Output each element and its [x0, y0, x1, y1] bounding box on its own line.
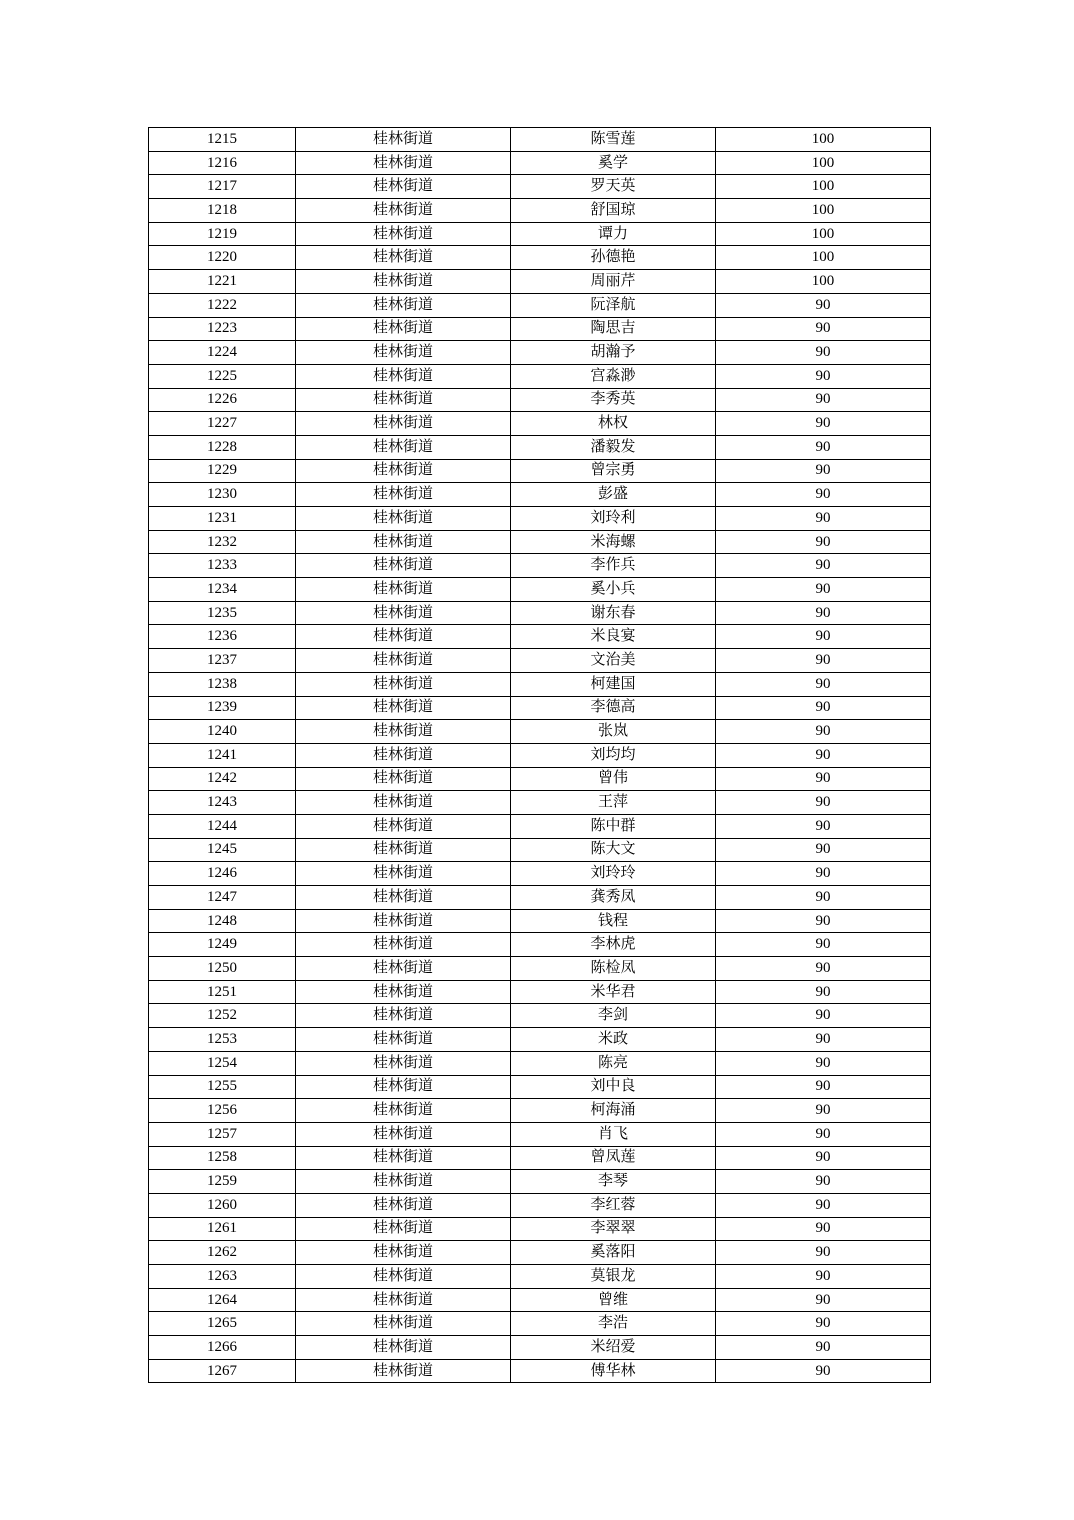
cell-id: 1249	[149, 933, 296, 957]
cell-score: 90	[716, 601, 931, 625]
cell-score: 90	[716, 980, 931, 1004]
cell-name: 傅华林	[511, 1359, 716, 1383]
cell-score: 100	[716, 128, 931, 152]
cell-score: 100	[716, 175, 931, 199]
cell-name: 米海螺	[511, 530, 716, 554]
cell-score: 90	[716, 1004, 931, 1028]
cell-district: 桂林街道	[296, 791, 511, 815]
cell-district: 桂林街道	[296, 625, 511, 649]
cell-name: 李红蓉	[511, 1193, 716, 1217]
table-row	[149, 459, 931, 483]
cell-id: 1220	[149, 246, 296, 270]
table-row	[149, 957, 931, 981]
cell-name: 柯建国	[511, 672, 716, 696]
cell-id: 1225	[149, 364, 296, 388]
cell-score: 90	[716, 341, 931, 365]
cell-score: 90	[716, 1099, 931, 1123]
cell-district: 桂林街道	[296, 270, 511, 294]
cell-district: 桂林街道	[296, 1336, 511, 1360]
cell-id: 1221	[149, 270, 296, 294]
cell-id: 1233	[149, 554, 296, 578]
table-row	[149, 1122, 931, 1146]
cell-score: 90	[716, 1146, 931, 1170]
cell-name: 奚小兵	[511, 578, 716, 602]
cell-name: 李琴	[511, 1170, 716, 1194]
cell-district: 桂林街道	[296, 483, 511, 507]
cell-id: 1239	[149, 696, 296, 720]
cell-name: 米政	[511, 1028, 716, 1052]
cell-name: 李德高	[511, 696, 716, 720]
cell-id: 1238	[149, 672, 296, 696]
cell-score: 90	[716, 838, 931, 862]
cell-id: 1248	[149, 909, 296, 933]
cell-id: 1219	[149, 222, 296, 246]
cell-id: 1230	[149, 483, 296, 507]
cell-id: 1224	[149, 341, 296, 365]
cell-district: 桂林街道	[296, 293, 511, 317]
table-row	[149, 862, 931, 886]
cell-district: 桂林街道	[296, 862, 511, 886]
cell-score: 90	[716, 483, 931, 507]
cell-district: 桂林街道	[296, 909, 511, 933]
cell-id: 1217	[149, 175, 296, 199]
cell-name: 李翠翠	[511, 1217, 716, 1241]
cell-name: 林权	[511, 412, 716, 436]
table-row	[149, 199, 931, 223]
table-row	[149, 720, 931, 744]
cell-id: 1264	[149, 1288, 296, 1312]
table-row	[149, 886, 931, 910]
table-row	[149, 364, 931, 388]
cell-id: 1260	[149, 1193, 296, 1217]
cell-district: 桂林街道	[296, 1312, 511, 1336]
table-row	[149, 530, 931, 554]
cell-name: 莫银龙	[511, 1265, 716, 1289]
cell-name: 龚秀凤	[511, 886, 716, 910]
cell-score: 90	[716, 1217, 931, 1241]
cell-id: 1250	[149, 957, 296, 981]
cell-id: 1227	[149, 412, 296, 436]
cell-district: 桂林街道	[296, 649, 511, 673]
cell-district: 桂林街道	[296, 1359, 511, 1383]
score-table	[148, 127, 931, 1383]
table-row	[149, 507, 931, 531]
table-row	[149, 412, 931, 436]
cell-name: 周丽芹	[511, 270, 716, 294]
cell-name: 米华君	[511, 980, 716, 1004]
cell-score: 90	[716, 720, 931, 744]
cell-score: 100	[716, 199, 931, 223]
cell-name: 陈中群	[511, 814, 716, 838]
cell-score: 90	[716, 933, 931, 957]
cell-id: 1226	[149, 388, 296, 412]
cell-district: 桂林街道	[296, 838, 511, 862]
cell-id: 1255	[149, 1075, 296, 1099]
cell-id: 1245	[149, 838, 296, 862]
cell-district: 桂林街道	[296, 388, 511, 412]
cell-id: 1234	[149, 578, 296, 602]
cell-district: 桂林街道	[296, 1288, 511, 1312]
table-row	[149, 838, 931, 862]
cell-id: 1263	[149, 1265, 296, 1289]
cell-district: 桂林街道	[296, 1241, 511, 1265]
cell-score: 90	[716, 672, 931, 696]
cell-district: 桂林街道	[296, 720, 511, 744]
table-row	[149, 649, 931, 673]
table-row	[149, 270, 931, 294]
cell-score: 90	[716, 1051, 931, 1075]
cell-name: 曾宗勇	[511, 459, 716, 483]
cell-district: 桂林街道	[296, 317, 511, 341]
cell-score: 90	[716, 364, 931, 388]
cell-district: 桂林街道	[296, 1075, 511, 1099]
cell-id: 1258	[149, 1146, 296, 1170]
cell-district: 桂林街道	[296, 554, 511, 578]
cell-district: 桂林街道	[296, 459, 511, 483]
cell-district: 桂林街道	[296, 814, 511, 838]
cell-district: 桂林街道	[296, 672, 511, 696]
cell-score: 90	[716, 1170, 931, 1194]
cell-id: 1261	[149, 1217, 296, 1241]
cell-name: 肖飞	[511, 1122, 716, 1146]
cell-score: 90	[716, 767, 931, 791]
cell-id: 1266	[149, 1336, 296, 1360]
cell-id: 1235	[149, 601, 296, 625]
table-row	[149, 483, 931, 507]
cell-score: 90	[716, 1359, 931, 1383]
cell-score: 90	[716, 412, 931, 436]
cell-name: 米绍爱	[511, 1336, 716, 1360]
cell-district: 桂林街道	[296, 222, 511, 246]
table-row	[149, 246, 931, 270]
cell-district: 桂林街道	[296, 886, 511, 910]
table-row	[149, 128, 931, 152]
cell-score: 90	[716, 814, 931, 838]
cell-district: 桂林街道	[296, 412, 511, 436]
cell-name: 钱程	[511, 909, 716, 933]
cell-score: 90	[716, 1075, 931, 1099]
cell-score: 90	[716, 388, 931, 412]
table-row	[149, 672, 931, 696]
cell-district: 桂林街道	[296, 128, 511, 152]
cell-id: 1257	[149, 1122, 296, 1146]
cell-district: 桂林街道	[296, 1193, 511, 1217]
cell-district: 桂林街道	[296, 1217, 511, 1241]
cell-district: 桂林街道	[296, 1265, 511, 1289]
cell-id: 1215	[149, 128, 296, 152]
cell-score: 90	[716, 459, 931, 483]
cell-score: 90	[716, 1336, 931, 1360]
cell-name: 潘毅发	[511, 435, 716, 459]
cell-score: 90	[716, 957, 931, 981]
cell-score: 90	[716, 507, 931, 531]
cell-id: 1243	[149, 791, 296, 815]
cell-name: 孙德艳	[511, 246, 716, 270]
cell-name: 李浩	[511, 1312, 716, 1336]
table-row	[149, 435, 931, 459]
cell-score: 90	[716, 649, 931, 673]
table-row	[149, 388, 931, 412]
table-row	[149, 151, 931, 175]
cell-id: 1267	[149, 1359, 296, 1383]
cell-district: 桂林街道	[296, 364, 511, 388]
table-row	[149, 1099, 931, 1123]
cell-name: 陶思吉	[511, 317, 716, 341]
table-row	[149, 1075, 931, 1099]
cell-score: 90	[716, 1288, 931, 1312]
cell-score: 90	[716, 886, 931, 910]
cell-name: 王萍	[511, 791, 716, 815]
cell-score: 90	[716, 1312, 931, 1336]
cell-score: 90	[716, 1028, 931, 1052]
cell-id: 1216	[149, 151, 296, 175]
cell-id: 1244	[149, 814, 296, 838]
cell-district: 桂林街道	[296, 601, 511, 625]
cell-district: 桂林街道	[296, 1099, 511, 1123]
cell-district: 桂林街道	[296, 199, 511, 223]
table-row	[149, 933, 931, 957]
cell-name: 曾伟	[511, 767, 716, 791]
table-row	[149, 909, 931, 933]
cell-name: 陈大文	[511, 838, 716, 862]
cell-name: 李秀英	[511, 388, 716, 412]
cell-name: 陈亮	[511, 1051, 716, 1075]
table-row	[149, 222, 931, 246]
cell-id: 1246	[149, 862, 296, 886]
table-row	[149, 1028, 931, 1052]
cell-district: 桂林街道	[296, 767, 511, 791]
cell-score: 100	[716, 222, 931, 246]
table-row	[149, 293, 931, 317]
cell-district: 桂林街道	[296, 743, 511, 767]
cell-district: 桂林街道	[296, 578, 511, 602]
table-row	[149, 1051, 931, 1075]
cell-district: 桂林街道	[296, 530, 511, 554]
cell-name: 罗天英	[511, 175, 716, 199]
cell-name: 奚学	[511, 151, 716, 175]
table-row	[149, 625, 931, 649]
cell-score: 90	[716, 578, 931, 602]
cell-id: 1240	[149, 720, 296, 744]
cell-score: 90	[716, 791, 931, 815]
cell-name: 李林虎	[511, 933, 716, 957]
cell-name: 奚落阳	[511, 1241, 716, 1265]
cell-score: 90	[716, 743, 931, 767]
cell-id: 1228	[149, 435, 296, 459]
cell-name: 张岚	[511, 720, 716, 744]
cell-id: 1252	[149, 1004, 296, 1028]
score-table-body	[149, 128, 931, 1383]
cell-district: 桂林街道	[296, 1051, 511, 1075]
cell-score: 90	[716, 435, 931, 459]
cell-id: 1251	[149, 980, 296, 1004]
table-row	[149, 696, 931, 720]
cell-score: 90	[716, 1241, 931, 1265]
cell-district: 桂林街道	[296, 1146, 511, 1170]
table-row	[149, 1336, 931, 1360]
table-row	[149, 1312, 931, 1336]
cell-district: 桂林街道	[296, 696, 511, 720]
cell-district: 桂林街道	[296, 151, 511, 175]
cell-name: 谭力	[511, 222, 716, 246]
cell-id: 1259	[149, 1170, 296, 1194]
cell-id: 1222	[149, 293, 296, 317]
cell-name: 曾凤莲	[511, 1146, 716, 1170]
cell-name: 阮泽航	[511, 293, 716, 317]
cell-score: 100	[716, 151, 931, 175]
table-row	[149, 1146, 931, 1170]
cell-id: 1247	[149, 886, 296, 910]
table-row	[149, 1217, 931, 1241]
table-row	[149, 1170, 931, 1194]
cell-district: 桂林街道	[296, 933, 511, 957]
cell-name: 舒国琼	[511, 199, 716, 223]
cell-name: 李剑	[511, 1004, 716, 1028]
cell-score: 90	[716, 554, 931, 578]
table-row	[149, 814, 931, 838]
table-row	[149, 1265, 931, 1289]
cell-score: 100	[716, 270, 931, 294]
table-row	[149, 1288, 931, 1312]
cell-name: 柯海涌	[511, 1099, 716, 1123]
cell-id: 1265	[149, 1312, 296, 1336]
cell-district: 桂林街道	[296, 1028, 511, 1052]
cell-id: 1223	[149, 317, 296, 341]
table-row	[149, 1004, 931, 1028]
cell-id: 1231	[149, 507, 296, 531]
cell-district: 桂林街道	[296, 1004, 511, 1028]
table-row	[149, 175, 931, 199]
cell-id: 1236	[149, 625, 296, 649]
cell-name: 刘中良	[511, 1075, 716, 1099]
cell-score: 90	[716, 1122, 931, 1146]
cell-id: 1254	[149, 1051, 296, 1075]
cell-id: 1237	[149, 649, 296, 673]
cell-score: 90	[716, 530, 931, 554]
cell-score: 90	[716, 317, 931, 341]
cell-score: 90	[716, 862, 931, 886]
cell-name: 米良宴	[511, 625, 716, 649]
table-row	[149, 743, 931, 767]
cell-id: 1232	[149, 530, 296, 554]
cell-score: 90	[716, 293, 931, 317]
cell-district: 桂林街道	[296, 1122, 511, 1146]
table-row	[149, 1359, 931, 1383]
cell-id: 1241	[149, 743, 296, 767]
table-row	[149, 767, 931, 791]
cell-district: 桂林街道	[296, 507, 511, 531]
table-row	[149, 578, 931, 602]
cell-id: 1256	[149, 1099, 296, 1123]
cell-district: 桂林街道	[296, 341, 511, 365]
table-row	[149, 791, 931, 815]
cell-name: 谢东春	[511, 601, 716, 625]
cell-district: 桂林街道	[296, 175, 511, 199]
cell-score: 90	[716, 1193, 931, 1217]
cell-name: 陈雪莲	[511, 128, 716, 152]
cell-name: 曾维	[511, 1288, 716, 1312]
table-row	[149, 601, 931, 625]
cell-score: 90	[716, 909, 931, 933]
cell-id: 1253	[149, 1028, 296, 1052]
table-row	[149, 1241, 931, 1265]
cell-name: 彭盛	[511, 483, 716, 507]
table-row	[149, 341, 931, 365]
cell-name: 刘玲玲	[511, 862, 716, 886]
cell-id: 1218	[149, 199, 296, 223]
cell-name: 刘均均	[511, 743, 716, 767]
cell-district: 桂林街道	[296, 980, 511, 1004]
table-row	[149, 554, 931, 578]
cell-name: 文治美	[511, 649, 716, 673]
cell-score: 100	[716, 246, 931, 270]
cell-name: 李作兵	[511, 554, 716, 578]
cell-district: 桂林街道	[296, 1170, 511, 1194]
cell-id: 1242	[149, 767, 296, 791]
cell-score: 90	[716, 696, 931, 720]
cell-score: 90	[716, 1265, 931, 1289]
cell-district: 桂林街道	[296, 246, 511, 270]
cell-name: 刘玲利	[511, 507, 716, 531]
cell-name: 宫淼渺	[511, 364, 716, 388]
table-row	[149, 317, 931, 341]
cell-id: 1229	[149, 459, 296, 483]
cell-name: 陈检凤	[511, 957, 716, 981]
cell-district: 桂林街道	[296, 957, 511, 981]
cell-score: 90	[716, 625, 931, 649]
cell-name: 胡瀚予	[511, 341, 716, 365]
cell-id: 1262	[149, 1241, 296, 1265]
cell-district: 桂林街道	[296, 435, 511, 459]
table-row	[149, 980, 931, 1004]
table-row	[149, 1193, 931, 1217]
